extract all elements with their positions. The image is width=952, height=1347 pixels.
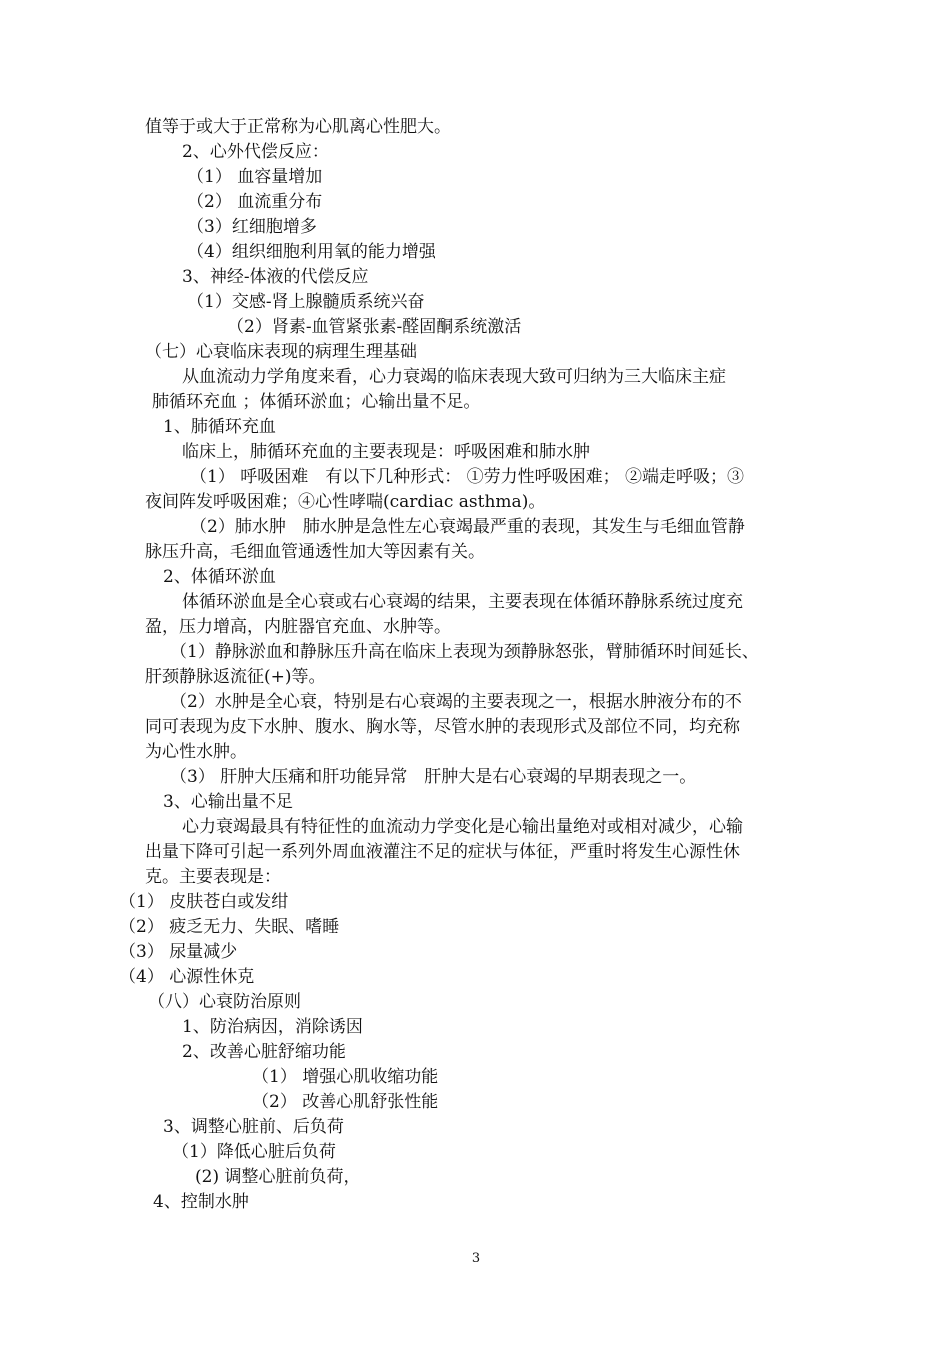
body-text-line: （2）肺水肿 肺水肿是急性左心衰竭最严重的表现，其发生与毛细血管静: [190, 517, 745, 537]
section-heading: 4、控制水肿: [153, 1192, 249, 1212]
body-text-line: 从血流动力学角度来看，心力衰竭的临床表现大致可归纳为三大临床主症: [182, 367, 726, 387]
section-heading: 1、防治病因，消除诱因: [182, 1017, 363, 1037]
section-heading: 2、改善心脏舒缩功能: [182, 1042, 346, 1062]
body-text-line: 心力衰竭最具有特征性的血流动力学变化是心输出量绝对或相对减少，心输: [182, 817, 743, 837]
list-item: （3）红细胞增多: [187, 217, 317, 237]
section-heading: 3、神经-体液的代偿反应: [182, 267, 369, 287]
list-item: （2）肾素-血管紧张素-醛固酮系统激活: [227, 317, 522, 337]
list-item: （1）交感-肾上腺髓质系统兴奋: [187, 292, 425, 312]
body-text-line: 脉压升高，毛细血管通透性加大等因素有关。: [145, 542, 485, 562]
body-text-line: 夜间阵发呼吸困难；④心性哮喘(cardiac asthma)。: [145, 492, 546, 512]
body-text-line: 克。主要表现是：: [145, 867, 281, 887]
body-text-line: 同可表现为皮下水肿、腹水、胸水等，尽管水肿的表现形式及部位不同，均充称: [145, 717, 740, 737]
list-item: （1）降低心脏后负荷: [172, 1142, 336, 1162]
list-item: （1） 血容量增加: [187, 167, 323, 187]
body-text-line: （1）静脉淤血和静脉压升高在临床上表现为颈静脉怒张，臂肺循环时间延长、: [170, 642, 759, 662]
body-text-line: 体循环淤血是全心衰或右心衰竭的结果，主要表现在体循环静脉系统过度充: [182, 592, 743, 612]
list-item: （4） 心源性休克: [119, 967, 255, 987]
section-heading: 3、心输出量不足: [163, 792, 293, 812]
list-item: （2） 疲乏无力、失眠、嗜睡: [119, 917, 340, 937]
body-text-line: （1） 呼吸困难 有以下几种形式： ①劳力性呼吸困难； ②端走呼吸；③: [190, 467, 745, 487]
section-heading: 2、体循环淤血: [163, 567, 276, 587]
section-heading: 3、调整心脏前、后负荷: [163, 1117, 344, 1137]
list-item: (2) 调整心脏前负荷，: [195, 1167, 361, 1187]
body-text-line: （3） 肝肿大压痛和肝功能异常 肝肿大是右心衰竭的早期表现之一。: [170, 767, 697, 787]
body-text-line: 盈，压力增高，内脏器官充血、水肿等。: [145, 617, 451, 637]
body-text-line: 肺循环充血 ；体循环淤血；心输出量不足。: [152, 392, 481, 412]
body-text-line: 出量下降可引起一系列外周血液灌注不足的症状与体征，严重时将发生心源性休: [145, 842, 740, 862]
page-number: 3: [471, 1251, 481, 1266]
chapter-heading: （七）心衰临床表现的病理生理基础: [145, 342, 417, 362]
list-item: （4）组织细胞利用氧的能力增强: [187, 242, 436, 262]
list-item: （1） 增强心肌收缩功能: [252, 1067, 439, 1087]
list-item: （2） 血流重分布: [187, 192, 323, 212]
body-text-line: 肝颈静脉返流征(+)等。: [145, 667, 326, 687]
list-item: （3） 尿量减少: [119, 942, 238, 962]
section-heading: 2、心外代偿反应：: [182, 142, 329, 162]
body-text-line: （2）水肿是全心衰，特别是右心衰竭的主要表现之一，根据水肿液分布的不: [170, 692, 742, 712]
body-text-line: 值等于或大于正常称为心肌离心性肥大。: [145, 117, 451, 137]
chapter-heading: （八）心衰防治原则: [148, 992, 301, 1012]
body-text-line: 临床上，肺循环充血的主要表现是：呼吸困难和肺水肿: [182, 442, 590, 462]
list-item: （1） 皮肤苍白或发绀: [119, 892, 289, 912]
section-heading: 1、肺循环充血: [163, 417, 276, 437]
list-item: （2） 改善心肌舒张性能: [252, 1092, 439, 1112]
body-text-line: 为心性水肿。: [145, 742, 247, 762]
